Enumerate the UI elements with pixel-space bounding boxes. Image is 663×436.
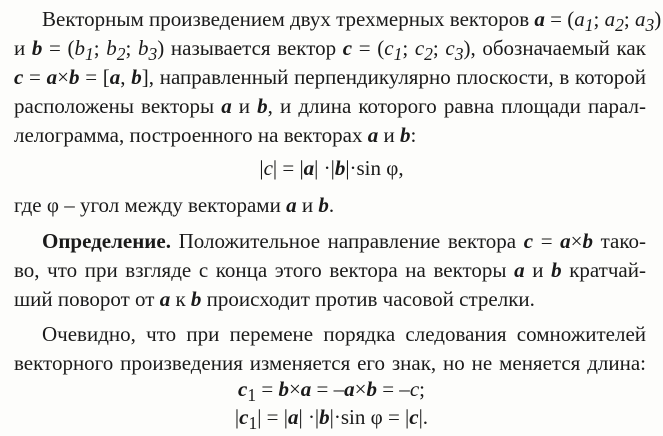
paragraph1-line5: лелограмма, построенного на векторах a и b: [14, 123, 417, 147]
definition-line3: ший поворот от a к b происходит против часовой стрелки. [14, 287, 535, 311]
formula-equal-length: $|c_1| = |a| \cdot|b|\cdot\sin$ φ = |c|. [234, 405, 429, 434]
paragraph1-line3: c = a×b = [a, b], направленный перпендикулярно плоскости, в которой [14, 65, 647, 89]
paragraph1-line1: Векторным произведением двух трехмерных векторов $a = (a_1$; $a_2$; $a_3$) [42, 7, 662, 36]
paragraph3-line2: векторного произведения изменяется его знак, но не меняется длина: [14, 351, 646, 375]
formula-anticommutativity: $c_1 = b\times a = -a\times b = -c$; [238, 377, 425, 406]
definition-line2: во, что при взгляде с конца этого вектора на векторы a и b кратчай- [14, 258, 646, 282]
formula-cross-product-length: |c| = |a| ·|b|·sin φ, [259, 156, 404, 180]
definition-line1: Определение. Положительное направление вектора c = a×b тако- [42, 229, 646, 253]
paragraph1-line4: расположены векторы a и b, и длина которого равна площади парал- [14, 94, 646, 118]
definition-label: Определение. [42, 229, 171, 253]
paragraph3-line1: Очевидно, что при перемене порядка следования сомножителей [42, 322, 646, 346]
paragraph1-line2: и $b = (b_1$; $b_2$; $b_3$) называется вектор $c = (c_1$; $c_2$; $c_3$), обозначаемый как [14, 36, 646, 65]
where-line: где φ – угол между векторами a и b. [14, 193, 335, 217]
